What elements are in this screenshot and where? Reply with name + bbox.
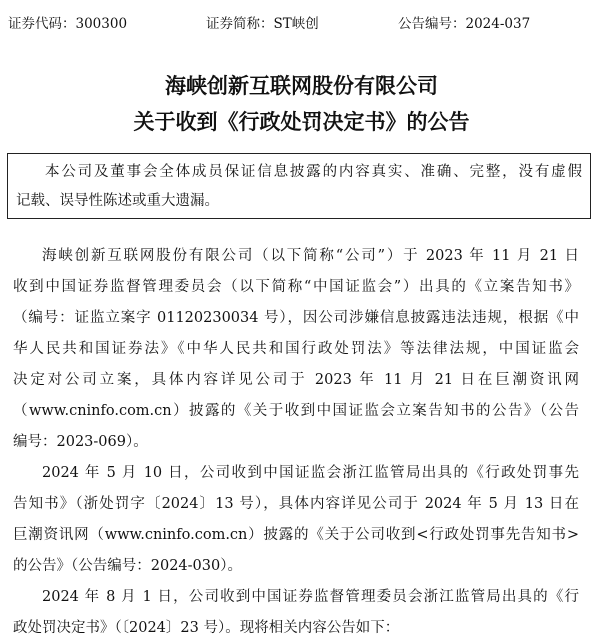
disclaimer-box	[7, 153, 591, 219]
stock-short-name: 证券简称：ST峡创	[206, 16, 319, 32]
body-line: 2024 年 8 月 1 日，公司收到中国证券监督管理委员会浙江监管局出具的《行	[42, 589, 579, 605]
disclaimer-line: 本公司及董事会全体成员保证信息披露的内容真实、准确、完整，没有虚假	[45, 164, 582, 180]
body-line: 海峡创新互联网股份有限公司（以下简称“公司”）于 2023 年 11 月 21 日	[42, 248, 579, 264]
body-line: 的公告》（公告编号：2024-030）。	[13, 558, 242, 574]
body-line: 告知书》（浙处罚字〔2024〕13 号），具体内容详见公司于 2024 年 5 月 13 日在	[13, 496, 579, 512]
notice-number: 公告编号：2024-037	[398, 16, 531, 32]
body-line: 政处罚决定书》（〔2024〕23 号）。现将相关内容公告如下：	[13, 620, 400, 636]
body-line: （www.cninfo.com.cn）披露的《关于收到中国证监会立案告知书的公告》（公告	[13, 403, 579, 419]
disclaimer-line: 记载、误导性陈述或重大遗漏。	[16, 193, 219, 209]
header-meta	[8, 14, 598, 34]
body-line: 巨潮资讯网（www.cninfo.com.cn）披露的《关于公司收到<行政处罚事先告知书>	[13, 527, 579, 543]
stock-code: 证券代码：300300	[8, 16, 128, 32]
body-line: 2024 年 5 月 10 日，公司收到中国证监会浙江监管局出具的《行政处罚事先	[42, 465, 579, 481]
body-line: 决定对公司立案，具体内容详见公司于 2023 年 11 月 21 日在巨潮资讯网	[13, 372, 579, 388]
body-line: 华人民共和国证券法》《中华人民共和国行政处罚法》等法律法规，中国证监会	[13, 341, 579, 357]
body-line: 收到中国证券监督管理委员会（以下简称“中国证监会”）出具的《立案告知书》	[13, 279, 579, 295]
company-name: 海峡创新互联网股份有限公司	[165, 73, 438, 98]
body-line: （编号：证监立案字 01120230034 号），因公司涉嫌信息披露违法违规，根据《中	[13, 310, 579, 326]
document-title: 关于收到《行政处罚决定书》的公告	[133, 109, 470, 134]
body-line: 编号：2023-069）。	[13, 434, 148, 450]
